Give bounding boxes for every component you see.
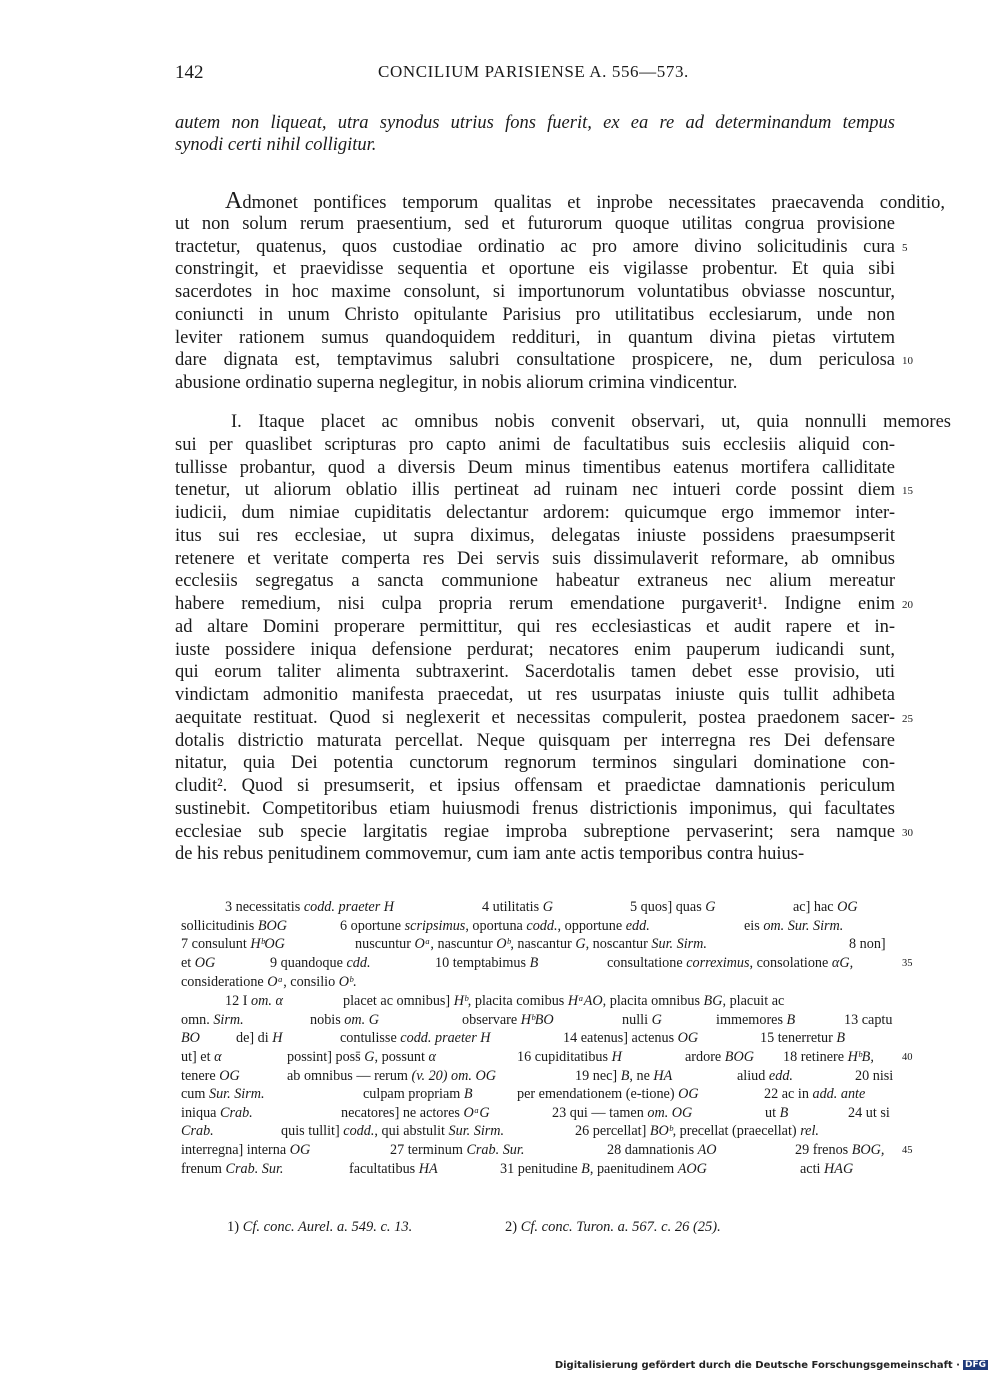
variant-text: , placuit ac [722,993,785,1009]
siglum-text: B [463,1086,473,1103]
line-number: 45 [902,1145,913,1157]
apparatus-entry [435,954,538,973]
siglum-text: om. α [251,993,283,1009]
apparatus-entry [340,917,650,936]
variant-text: , precellat (praecellat) [672,1123,801,1140]
variant-text: 15 tenerretur [760,1030,837,1047]
apparatus-entry [181,1160,283,1179]
variant-text: et [181,954,195,971]
apparatus-entry [575,1067,672,1086]
text-line [175,236,908,259]
line-text: sacerdotes in hoc maxime consolunt, si importunorum voluntatibus obviasse noscuntur, [175,282,895,302]
running-head: CONCILIUM PARISIENSE A. 556—573. [378,62,689,81]
line-number: 40 [902,1051,913,1063]
siglum-text: Sur. Sirm. [651,936,707,953]
apparatus-line [175,992,895,1011]
line-text: dotalis districtio maturata percellat. Neque quisquam per interregna res Dei defensare [175,730,895,751]
apparatus-entry [181,954,215,973]
line-text: sui per quaslibet scripturas pro capto animi de facultatibus suis ecclesiis aliquid con- [175,434,895,455]
variant-text: 19 nec] [575,1067,621,1084]
apparatus-line [175,1104,895,1123]
siglum-text: Crab. Sur. [225,1160,284,1177]
variant-text: cum [181,1086,209,1103]
text-line [175,661,895,684]
variant-text: 22 ac in [764,1086,813,1103]
siglum-text: G [575,936,586,953]
siglum-text: H [611,1048,622,1065]
variant-text: omn. [181,1011,214,1028]
apparatus-entry [181,973,356,992]
intro-line: synodi certi nihil colligitur. [175,135,377,155]
apparatus-entry [281,1122,504,1141]
siglum-text: rel. [800,1123,819,1140]
apparatus-entry [343,992,784,1011]
variant-text: 31 penitudine [500,1160,582,1177]
variant-text: 24 ut si [848,1104,890,1121]
siglum-text: HA [418,1160,438,1177]
line-number: 5 [902,241,908,254]
siglum-text: BOG [257,917,288,934]
line-text: sustinebit. Competitoribus etiam huiusmodi frenus districtionis imponimus, qui facultates [175,798,895,819]
text-line [175,525,895,548]
intro-line: autem non liqueat, utra synodus utrius fons fuerit, ex ea re ad determinandum tempus [175,113,895,133]
apparatus-entry [390,1141,524,1160]
variant-text: de] di [236,1030,273,1047]
footnote-entry [227,1219,412,1236]
variant-text: , nascantur [510,936,576,953]
apparatus-entry [181,1029,200,1048]
apparatus-entry [349,1160,438,1179]
siglum-text: OG [219,1067,240,1084]
siglum-text: Crab. [220,1104,253,1121]
text-line [175,411,951,434]
siglum-text: αG, [831,954,854,971]
variant-text: , possunt [374,1048,429,1065]
variant-text: 18 retinere [783,1048,848,1065]
line-number: 35 [902,957,913,969]
apparatus-entry [563,1029,698,1048]
siglum-text: B [581,1160,590,1177]
siglum-text: B [529,954,539,971]
siglum-text: Cf. conc. Aurel. a. 549. c. 13. [242,1219,413,1235]
digitization-footer [555,1360,988,1371]
apparatus-entry [800,1160,853,1179]
text-line [175,327,895,350]
apparatus-criticus-2 [175,992,913,1178]
apparatus-entry [310,1011,379,1030]
variant-text: , consolatione [749,954,832,971]
variant-text: , ne [629,1067,654,1084]
apparatus-entry [225,898,394,917]
text-line [175,372,895,395]
variant-text: 8 non] [849,936,886,953]
apparatus-entry [844,1011,892,1030]
text-line [175,479,913,502]
apparatus-entry [744,917,843,936]
variant-text: 23 qui — tamen [552,1104,648,1121]
variant-text: placet ac omnibus] [343,993,454,1009]
siglum-text: codd. praeter H [303,899,395,915]
line-number: 30 [902,826,913,839]
siglum-text: om. OG [647,1104,693,1121]
apparatus-entry [765,1104,788,1123]
apparatus-entry [181,1085,265,1104]
apparatus-entry [764,1085,865,1104]
line-text: itus sui res ecclesiae, ut supra diximus, delegatas iniuste possidens praesumpserit [175,525,895,546]
siglum-text: Cf. conc. Turon. a. 567. c. 26 (25). [520,1219,721,1235]
siglum-text: G [364,1048,375,1065]
siglum-text: B [786,1011,796,1028]
text-line [175,752,895,775]
apparatus-entry [793,898,858,917]
apparatus-line [175,1048,913,1067]
text-line [175,548,895,571]
siglum-text: HᵇBO [520,1011,554,1028]
variant-text: 6 oportune [340,917,405,934]
variant-text: interregna] interna [181,1142,290,1159]
text-line [175,639,895,662]
text-line [175,190,945,213]
siglum-text: BOᵇ [649,1123,673,1140]
text-line [175,213,895,236]
line-text: tullisse probantur, quod a diversis Deum minus timentibus eatenus mortifera calliditate [175,457,895,478]
variant-text: , noscantur [585,936,652,953]
variant-text: 2) [505,1219,521,1235]
variant-text: 12 I [225,993,252,1009]
apparatus-entry [848,1104,890,1123]
siglum-text: Oᵃ [267,973,284,990]
variant-text: 3 necessitatis [225,899,304,915]
variant-text: contulisse [340,1030,401,1047]
text-line [175,684,895,707]
siglum-text: OG [194,954,216,971]
line-text: I. Itaque placet ac omnibus nobis convenit observari, ut, quia nonnulli memores [231,412,951,432]
apparatus-line [175,1122,895,1141]
apparatus-entry [500,1160,707,1179]
siglum-text: Oᵇ [496,936,511,953]
variant-text: , placita comibus [467,993,568,1009]
variant-text: 20 nisi [855,1067,894,1084]
variant-text: consideratione [181,973,268,990]
apparatus-line [175,898,895,917]
variant-text: culpam propriam [363,1086,464,1103]
text-line [175,593,913,616]
apparatus-line [175,1085,895,1104]
apparatus-entry [341,1104,490,1123]
siglum-text: Crab. [181,1123,214,1140]
variant-text: ardore [685,1048,725,1065]
variant-text: , placita omnibus [602,993,704,1009]
siglum-text: Crab. Sur. [466,1142,525,1159]
siglum-text: OG [289,1142,311,1159]
line-text: habere remedium, nisi culpa propria rerum emendatione purgaverit¹. Indigne enim [175,594,895,614]
apparatus-entry [181,917,287,936]
siglum-text: BOG, [851,1142,885,1159]
page-number: 142 [175,62,204,83]
siglum-text: Oᵃ [414,936,431,953]
text-line [175,502,895,525]
siglum-text: B [779,1104,789,1121]
text-line [175,616,895,639]
siglum-text: Sirm. [213,1011,244,1028]
variant-text: frenum [181,1160,226,1177]
variant-text: aliud [737,1067,769,1084]
text-line [175,707,913,730]
variant-text: 28 damnationis [607,1142,698,1159]
siglum-text: om. G [344,1011,379,1028]
line-number: 10 [902,355,913,368]
intro-note [175,112,895,156]
siglum-text: α [214,1048,222,1065]
variant-text: 10 temptabimus [435,954,530,971]
line-text: retenere et veritate comperta res Dei servis suis dissimulaverit reformare, ab omnibus [175,548,895,569]
variant-text: ut] et [181,1048,215,1065]
apparatus-line [175,935,895,954]
apparatus-entry [270,954,371,973]
line-text: abusione ordinatio superna neglegitur, in nobis aliorum crimina vindicentur. [175,373,738,393]
apparatus-line [175,1160,895,1179]
apparatus-line [175,1141,913,1160]
variant-text: 9 quandoque [270,954,347,971]
variant-text: , paenitudinem [589,1160,678,1177]
siglum-text: Hᵇ [453,993,468,1009]
variant-text: 14 eatenus] actenus [563,1030,678,1047]
line-text: dmonet pontifices temporum qualitas et inprobe necessitates praecavenda conditio, [242,193,945,213]
siglum-text: G [651,1011,662,1028]
apparatus-line [175,954,913,973]
variant-text: consultatione [607,954,687,971]
line-text: ad altare Domini properare permittitur, qui res ecclesiasticas et audit rapere et in- [175,616,895,637]
siglum-text: codd. [343,1123,375,1140]
line-number: 15 [902,485,913,498]
apparatus-entry [575,1122,819,1141]
line-text: ecclesiis segregatus a sancta communione habeatur extraneus nec alium mereatur [175,571,895,592]
variant-text: tenere [181,1067,220,1084]
siglum-text: BOG [724,1048,754,1065]
siglum-text: HA [653,1067,673,1084]
apparatus-criticus-1 [175,898,913,991]
text-line [175,821,913,844]
apparatus-entry [517,1085,699,1104]
variant-text: quis tullit] [281,1123,344,1140]
variant-text: observare [462,1011,521,1028]
line-text: qui eorum taliter alimenta subtraxerint. Sacerdotalis tamen debet esse provisio, uti [175,662,895,683]
text-line [175,258,895,281]
variant-text: immemores [716,1011,787,1028]
apparatus-entry [517,1048,622,1067]
line-text: tenetur, ut aliorum oblatio illis pertineat ad ruinam nec intueri corde possint diem [175,480,895,501]
variant-text: 13 captu [844,1011,893,1028]
apparatus-entry [181,1104,253,1123]
apparatus-entry [462,1011,554,1030]
paragraph-1 [175,188,945,395]
apparatus-entry [482,898,553,917]
apparatus-line [175,973,895,992]
siglum-text: cdd. [346,954,371,971]
siglum-text: BO [181,1030,200,1047]
siglum-text: Sur. Sirm. [448,1123,505,1140]
siglum-text: BG [703,993,723,1009]
siglum-text: OᵃG [463,1104,490,1121]
variant-text: nuscuntur [355,936,415,953]
apparatus-entry [795,1141,884,1160]
variant-text: . [352,973,357,990]
variant-text: ac] hac [793,899,838,915]
text-line [175,570,895,593]
variant-text: necatores] ne actores [341,1104,464,1121]
apparatus-entry [607,1141,717,1160]
variant-text: 5 quos] quas [630,899,706,915]
siglum-text: AO [697,1142,717,1159]
variant-text: , nascuntur [430,936,497,953]
siglum-text: AOG [677,1160,707,1177]
variant-text: , oportuna [465,917,527,934]
siglum-text: G [705,899,716,915]
line-text: de his rebus penitudinem commovemur, cum iam ante actis temporibus contra huius- [175,844,805,865]
siglum-text: Sur. Sirm. [208,1086,265,1103]
apparatus-entry [760,1029,845,1048]
siglum-text: OG [837,899,858,915]
apparatus-entry [181,1067,240,1086]
siglum-text: codd. praeter H [400,1030,491,1047]
apparatus-line [175,1067,895,1086]
variant-text: , opportune [557,917,626,934]
apparatus-entry [181,1011,244,1030]
variant-text: sollicitudinis [181,917,258,934]
siglum-text: Oᵇ [338,973,353,990]
siglum-text: HAG [824,1160,854,1177]
paragraph-2 [175,411,951,866]
line-text: dare dignata est, temptavimus salubri consultatione prospicere, ne, dum periculosa [175,350,895,371]
apparatus-entry [181,935,285,954]
apparatus-entry [181,1122,214,1141]
apparatus-entry [607,954,853,973]
apparatus-entry [287,1048,436,1067]
variant-text: per emendationem (e-tione) [517,1086,679,1103]
siglum-text: HᵇOG [250,936,285,953]
variant-text: iniqua [181,1104,221,1121]
text-line [175,843,895,866]
siglum-text: B [836,1030,846,1047]
variant-text: 16 cupiditatibus [517,1048,612,1065]
text-line [175,434,895,457]
variant-text: ab omnibus — rerum [287,1067,412,1084]
line-text: cludit². Quod si presumserit, et ipsius offensam et praedictae damnationis periculum [175,776,895,796]
siglum-text: om. Sur. Sirm. [763,917,844,934]
footer-text: Digitalisierung gefördert durch die Deutsche Forschungsgemeinschaft · [554,1360,960,1371]
variant-text: 26 percellat] [575,1123,650,1140]
variant-text: 7 consulunt [181,936,251,953]
apparatus-entry [737,1067,793,1086]
text-line [175,304,895,327]
text-line [175,349,913,372]
variant-text: 1) [227,1219,243,1235]
apparatus-entry [225,992,283,1011]
siglum-text: B [620,1067,630,1084]
variant-text: , qui abstulit [374,1123,449,1140]
drop-capital: A [225,188,243,214]
line-number: 20 [902,599,913,611]
line-text: constringit, et praevidisse sequentia et oportune eis vigilasse probentur. Et quia sibi [175,259,895,280]
line-text: ut non solum rerum praesentium, sed et futurorum quoque utilitas congrua provisione [175,213,895,234]
apparatus-entry [287,1067,496,1086]
apparatus-entry [685,1048,754,1067]
siglum-text: codd. [526,917,558,934]
apparatus-entry [855,1067,893,1086]
variant-text: nobis [310,1011,345,1028]
line-text: aequitate restituat. Quod si neglexerit et necessitas compulerit, postea praedonem sacer- [175,707,895,728]
variant-text: possint] poss̄ [287,1048,365,1065]
siglum-text: edd. [768,1067,793,1084]
variant-text: 29 frenos [795,1142,852,1159]
apparatus-line [175,1011,895,1030]
siglum-text: OG [677,1030,699,1047]
siglum-text: HᵇB, [847,1048,874,1065]
siglum-text: (v. 20) om. OG [411,1067,496,1084]
text-line [175,457,895,480]
siglum-text: OG [678,1086,699,1103]
text-line [175,730,895,753]
variant-text: facultatibus [349,1160,419,1177]
text-line [175,775,895,798]
line-text: iuste possidere iniqua defensione perdurat; necatores enim pauperum iudicandi sunt, [175,639,895,660]
line-text: tractetur, quatenus, quos custodiae ordinatio ac pro amore divino solicitudinis cura [175,236,895,257]
variant-text: acti [800,1160,825,1177]
line-text: coniuncti in unum Christo opitulante Parisius pro utilitatibus ecclesiarum, unde non [175,304,895,325]
siglum-text: add. ante [812,1086,866,1103]
siglum-text: H [272,1030,283,1047]
siglum-text: HᵃAO [567,993,603,1009]
line-text: leviter rationem sumus quandoquidem reddituri, in quantum divina pietas virtutem [175,327,895,348]
line-number: 25 [902,712,913,725]
line-text: ecclesiae sub specie largitatis regiae improba subreptione pervaserint; sera namque [175,821,895,842]
siglum-text: correximus [686,954,750,971]
siglum-text: α [428,1048,436,1065]
apparatus-entry [849,935,886,954]
apparatus-entry [783,1048,874,1067]
apparatus-entry [622,1011,662,1030]
variant-text: ut [765,1104,780,1121]
apparatus-entry [716,1011,795,1030]
siglum-text: edd. [625,917,650,934]
apparatus-line [175,917,895,936]
apparatus-entry [355,935,707,954]
variant-text: 27 terminum [390,1142,467,1159]
siglum-text: scripsimus [404,917,466,934]
line-text: nitatur, quia Dei potentia cunctorum regnorum terminos singulari dominatione con- [175,753,895,774]
apparatus-entry [181,1048,222,1067]
variant-text: nulli [622,1011,652,1028]
apparatus-entry [181,1141,310,1160]
siglum-text: G [542,899,553,915]
apparatus-line [175,1029,895,1048]
variant-text: 4 utilitatis [482,899,543,915]
apparatus-entry [552,1104,692,1123]
apparatus-entry [236,1029,283,1048]
text-line [175,798,895,821]
apparatus-entry [340,1029,491,1048]
line-text: vindictam admonitio manifesta praecedat, ut res usurpatas iniuste quis tullit adhibeta [175,685,895,705]
line-text: iudicii, dum nimiae cupiditatis delectantur ardorem: quicumque ergo immemor inter- [175,503,895,523]
variant-text: , consilio [283,973,339,990]
dfg-logo: DFG [964,1360,986,1370]
apparatus-entry [630,898,716,917]
text-line [175,281,895,304]
apparatus-entry [363,1085,473,1104]
footnote-entry [505,1219,721,1236]
variant-text: eis [744,917,764,934]
